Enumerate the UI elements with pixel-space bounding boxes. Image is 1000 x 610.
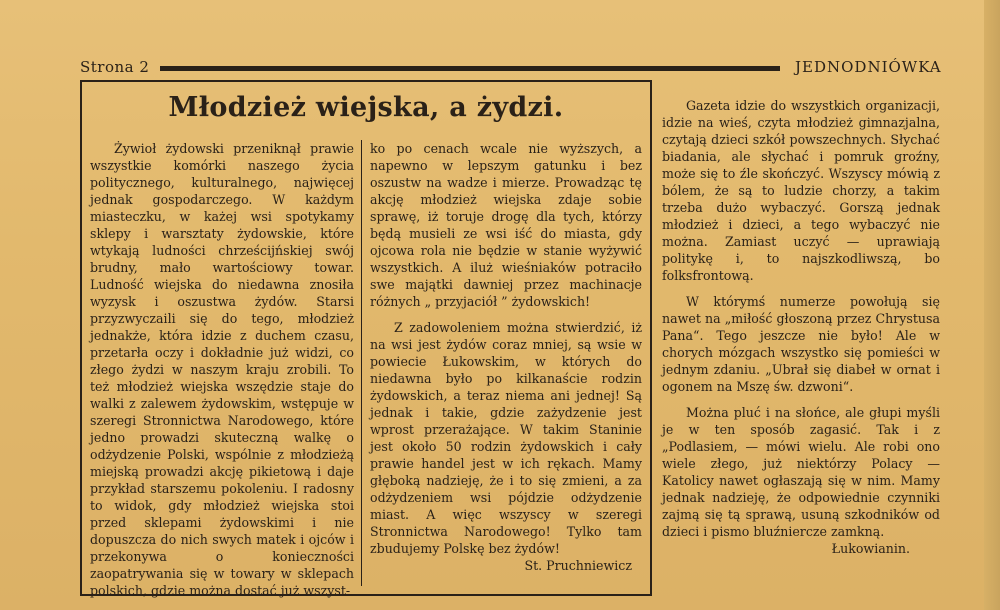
article-column-1 — [90, 140, 354, 599]
article-frame-top — [80, 80, 650, 82]
article-signature: St. Pruchniewicz — [524, 558, 632, 573]
side-paragraph: Gazeta idzie do wszystkich organizacji, idzie na wieś, czyta młodzież gimnazjalna, czytają dzieci szkół powszechnych. Słychać biadania, ale słychać i pomruk groźny, może się to źle skończyć. Wszyscy mówią z bólem, że są to ludzie chorzy, a takim trzeba dużo wybaczyć. Gorszą jednak młodzież i dzieci, a tego wybaczyć nie można. Zamiast uczyć — uprawiają politykę i, to najszkodliwszą, bo folksfrontową. — [662, 98, 940, 283]
page-edge — [984, 0, 1000, 610]
article-paragraph: Żywioł żydowski przeniknął prawie wszystkie komórki naszego życia politycznego, kulturalnego, najwięcej jednak gospodarczego. W każdym miasteczku, w każej wsi spotykamy sklepy i warsztaty żydowskie, które wtykają ludności chrześcijńskiej swój brudny, mało wartościowy towar. Ludność wiejska do niedawna znosiła wyzysk i oszustwa żydów. Starsi przyzwyczaili się do tego, młodzież jednakże, która idzie z duchem czasu, przetarła oczy i dokładnie już widzi, co złego żydzi w naszym kraju zrobili. To też młodzież wiejska wszędzie staje do walki z zalewem żydowskim, wstępuje w szeregi Stronnictwa Narodowego, które jedno prowadzi skuteczną walkę o odżydzenie Polski, wspólnie z młodzieżą miejską prowadzi akcję pikietową i daje przykład starszemu pokoleniu. I radosny to widok, gdy młodzież wiejska stoi przed sklepami żydowskimi i nie dopuszcza do nich swych matek i ojców i przekonywa o konieczności zaopatrywania się w towary w sklepach polskich, gdzie można dostać już wszyst- — [90, 141, 354, 598]
column-divider — [361, 140, 362, 586]
side-article-column — [662, 97, 940, 557]
page-number: Strona 2 — [80, 58, 150, 76]
side-signature: Łukowianin. — [831, 541, 910, 556]
article-paragraph: Z zadowoleniem można stwierdzić, iż na wsi jest żydów coraz mniej, są wsie w powiecie Łukowskim, w których do niedawna było po kilkanaście rodzin żydowskich, a teraz niema ani jednej! Są jednak i takie, gdzie zażydzenie jest wprost przerażające. W takim Staninie jest około 50 rodzin żydowskich i cały prawie handel jest w ich rękach. Mamy głęboką nadzieję, że i to się zmieni, a za odżydzeniem wsi pójdzie odżydzenie miast. A więc wszyscy w szeregi Stronnictwa Narodowego! Tylko tam zbudujemy Polskę bez żydów! — [370, 320, 642, 556]
side-paragraph: W którymś numerze powołują się nawet na „miłość głoszoną przez Chrystusa Pana“. Tego jeszcze nie było! Ale w chorych mózgach wszystko się pomieści w jednym zdaniu. „Ubrał się diabeł w ornat i ogonem na Mszę św. dzwoni“. — [662, 294, 940, 394]
article-headline: Młodzież wiejska, a żydzi. — [168, 92, 564, 123]
article-frame-left — [80, 80, 82, 596]
header-rule — [160, 66, 780, 71]
publication-name: JEDNODNIÓWKA — [795, 58, 942, 76]
side-paragraph: Można pluć i na słońce, ale głupi myśli je w ten sposób zagasić. Tak i z „Podlasiem, — mówi wielu. Ale robi ono wiele złego, już niektórzy Polacy — Katolicy nawet ogłaszają się w nim. Mamy jednak nadzieję, że odpowiednie czynniki zajmą się tą sprawą, usuną szkodników od dzieci i pismo bluźniercze zamkną. — [662, 405, 940, 539]
article-paragraph: ko po cenach wcale nie wyższych, a napewno w lepszym gatunku i bez oszustw na wadze i mierze. Prowadząc tę akcję młodzież wiejska zdaje sobie sprawę, iż toruje drogę dla tych, którzy będą musieli ze wsi iść do miasta, gdy ojcowa rola nie będzie w stanie wyżywić wszystkich. A iluż wieśniaków potraciło swe majątki dawniej przez machinacje różnych „ przyjaciół ” żydowskich! — [370, 141, 642, 309]
article-frame-right — [650, 80, 652, 596]
article-column-2 — [370, 140, 642, 574]
